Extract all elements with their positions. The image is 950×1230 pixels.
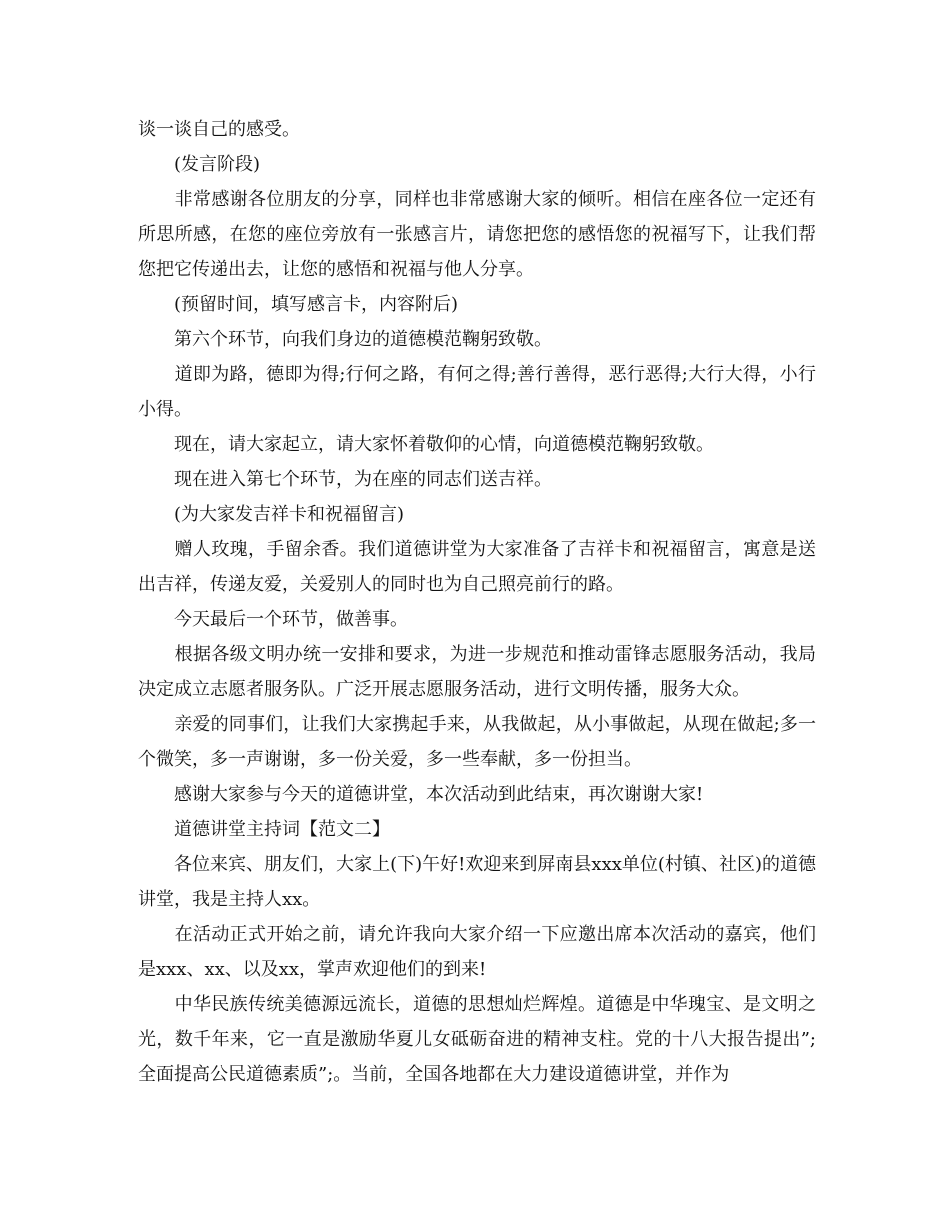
paragraph: 道即为路，德即为得;行何之路，有何之得;善行善得，恶行恶得;大行大得，小行小得。 [138,364,816,420]
paragraph: 中华民族传统美德源远流长，道德的思想灿烂辉煌。道德是中华瑰宝、是文明之光，数千年来，它一直是激励华夏儿女砥砺奋进的精神支柱。党的十八大报告提出”;全面提高公民道德素质”;。当前，全国各地都在大力建设道德讲堂，并作为 [138,994,816,1085]
paragraph: 根据各级文明办统一安排和要求，为进一步规范和推动雷锋志愿服务活动，我局决定成立志愿者服务队。广泛开展志愿服务活动，进行文明传播，服务大众。 [138,644,816,700]
paragraph: 第六个环节，向我们身边的道德模范鞠躬致敬。 [138,329,552,350]
paragraph: (预留时间，填写感言卡，内容附后) [138,294,459,315]
paragraph: (发言阶段) [138,154,261,175]
paragraph: 在活动正式开始之前，请允许我向大家介绍一下应邀出席本次活动的嘉宾，他们是xxx、xx、以及xx，掌声欢迎他们的到来! [138,924,816,980]
paragraph: 今天最后一个环节，做善事。 [138,609,408,630]
section-heading: 道德讲堂主持词【范文二】 [138,819,390,840]
paragraph: 感谢大家参与今天的道德讲堂，本次活动到此结束，再次谢谢大家! [138,784,704,805]
paragraph: (为大家发吉祥卡和祝福留言) [138,504,405,525]
paragraph: 赠人玫瑰，手留余香。我们道德讲堂为大家准备了吉祥卡和祝福留言，寓意是送出吉祥，传递友爱，关爱别人的同时也为自己照亮前行的路。 [138,539,816,595]
paragraph: 亲爱的同事们，让我们大家携起手来，从我做起，从小事做起，从现在做起;多一个微笑，多一声谢谢，多一份关爱，多一些奉献，多一份担当。 [138,714,816,770]
document-body [138,112,816,1092]
paragraph: 谈一谈自己的感受。 [138,119,300,140]
paragraph: 各位来宾、朋友们，大家上(下)午好!欢迎来到屏南县xxx单位(村镇、社区)的道德讲堂，我是主持人xx。 [138,854,816,910]
paragraph: 现在，请大家起立，请大家怀着敬仰的心情，向道德模范鞠躬致敬。 [138,434,714,455]
paragraph: 非常感谢各位朋友的分享，同样也非常感谢大家的倾听。相信在座各位一定还有所思所感，在您的座位旁放有一张感言片，请您把您的感悟您的祝福写下，让我们帮您把它传递出去，让您的感悟和祝福与他人分享。 [138,189,816,280]
paragraph: 现在进入第七个环节，为在座的同志们送吉祥。 [138,469,552,490]
